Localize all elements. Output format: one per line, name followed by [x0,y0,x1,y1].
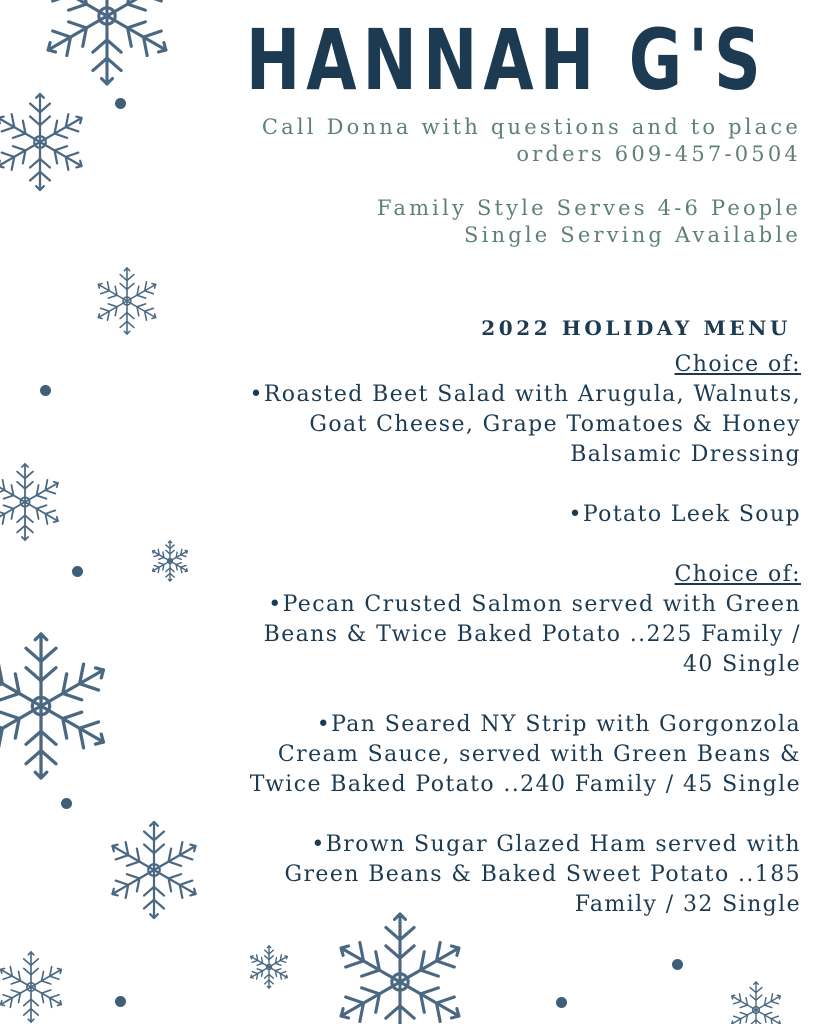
dot-icon [556,997,567,1008]
snowflake-icon [0,462,58,542]
menu-heading: 2022 HOLIDAY MENU [481,316,791,340]
dot-icon [115,996,126,1007]
contact-line: Call Donna with questions and to place [261,115,801,139]
menu-item-line: Green Beans & Baked Sweet Potato ..185 [284,862,801,887]
choice-label: Choice of: [674,352,801,377]
choice-label: Choice of: [674,562,801,587]
menu-item-line: •Pecan Crusted Salmon served with Green [268,592,801,617]
serving-info-line: Family Style Serves 4-6 People [377,196,801,220]
menu-item-line: Cream Sauce, served with Green Beans & [277,742,801,767]
menu-item-line: Beans & Twice Baked Potato ..225 Family / [263,622,801,647]
contact-info [181,114,801,249]
menu-item-line: Balsamic Dressing [570,442,801,467]
snowflake-icon [726,996,786,1024]
menu-item-line: Family / 32 Single [574,892,801,917]
contact-phone-line: orders 609-457-0504 [516,142,801,166]
menu-body [141,350,801,920]
dot-icon [672,959,683,970]
dot-icon [115,98,126,109]
menu-item-line: Goat Cheese, Grape Tomatoes & Honey [309,412,801,437]
menu-item-line: •Roasted Beet Salad with Arugula, Walnuts, [249,382,801,407]
dot-icon [61,798,72,809]
snowflake-icon [330,940,470,1024]
snowflake-icon [0,950,66,1024]
menu-item-line: •Brown Sugar Glazed Ham served with [311,832,801,857]
snowflake-icon [37,0,177,54]
menu-item-line: 40 Single [682,652,801,677]
dot-icon [40,385,51,396]
menu-item-line: •Potato Leek Soup [568,502,801,527]
restaurant-title: HANNAH G'S [245,11,767,109]
snowflake-icon [0,92,84,192]
snowflake-icon [246,944,292,990]
snowflake-icon [92,266,162,336]
snowflake-icon [0,632,92,780]
menu-item-line: •Pan Seared NY Strip with Gorgonzola [316,712,801,737]
serving-info-line: Single Serving Available [463,223,801,247]
dot-icon [72,566,83,577]
menu-item-line: Twice Baked Potato ..240 Family / 45 Single [249,772,801,797]
